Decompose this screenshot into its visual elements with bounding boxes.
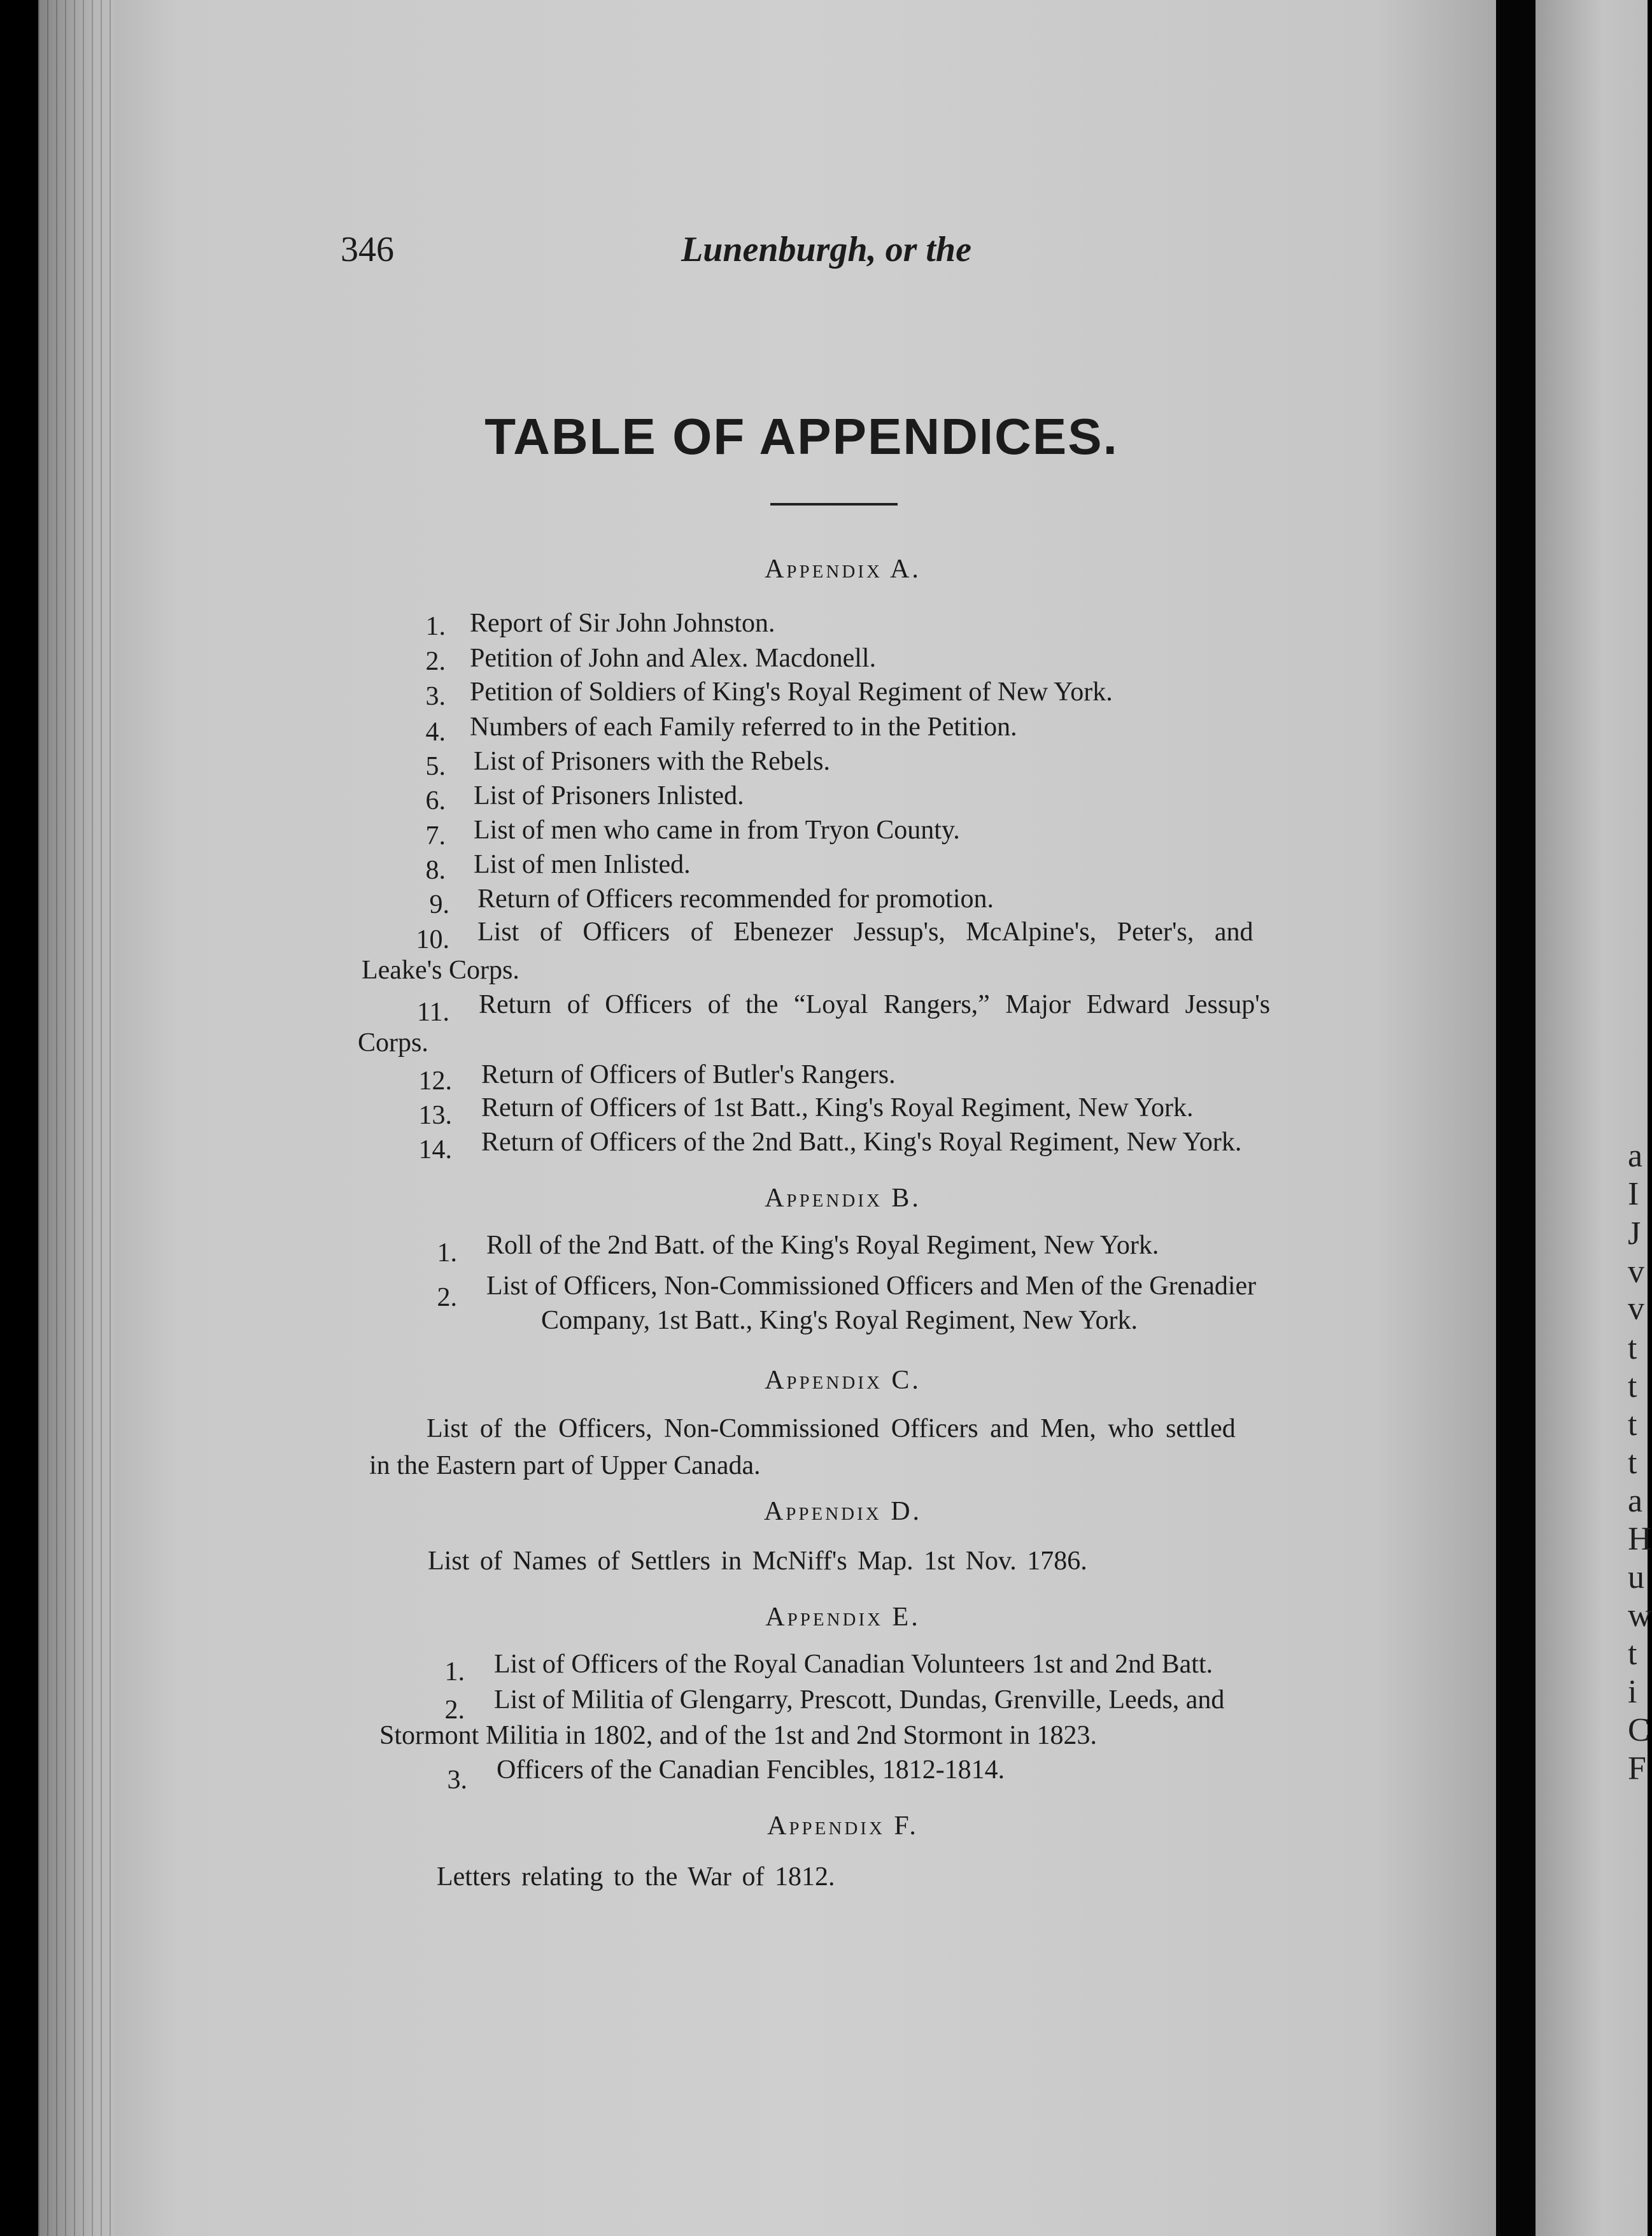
appendix-a-item: List of men Inlisted. xyxy=(474,850,691,879)
appendix-a-item: Petition of Soldiers of King's Royal Regiment of New York. xyxy=(470,677,1113,707)
appendix-b-item: Roll of the 2nd Batt. of the King's Royal Regiment, New York. xyxy=(486,1231,1159,1260)
appendix-e-item: List of Militia of Glengarry, Prescott, Dundas, Grenville, Leeds, and xyxy=(494,1685,1225,1715)
item-number: 11. xyxy=(417,998,449,1027)
item-number: 2. xyxy=(444,1695,465,1725)
item-number: 4. xyxy=(425,718,446,747)
item-number: 12. xyxy=(418,1066,452,1096)
appendix-a-item-continued: Corps. xyxy=(358,1028,428,1058)
page-title: TABLE OF APPENDICES. xyxy=(484,408,1119,465)
item-number: 5. xyxy=(425,752,446,781)
appendix-a-item: Return of Officers recommended for promotion. xyxy=(477,884,994,914)
appendix-a-item: Return of Officers of 1st Batt., King's Royal Regiment, New York. xyxy=(481,1093,1194,1122)
item-number: 3. xyxy=(447,1765,467,1795)
facing-letter: t xyxy=(1628,1636,1637,1672)
appendix-b-item: List of Officers, Non-Commissioned Officers and Men of the Grenadier xyxy=(486,1271,1257,1301)
appendix-a-heading: Appendix A. xyxy=(765,555,921,584)
book-gutter xyxy=(1496,0,1536,2236)
item-number: 2. xyxy=(437,1283,457,1312)
item-number: 6. xyxy=(425,786,446,816)
appendix-a-item: List of Officers of Ebenezer Jessup's, McAlpine's, Peter's, and xyxy=(477,917,1253,947)
facing-letter: J xyxy=(1628,1215,1641,1252)
item-number: 13. xyxy=(418,1101,452,1130)
appendix-a-item: List of men who came in from Tryon County. xyxy=(474,816,960,845)
appendix-a-item: Return of Officers of the “Loyal Rangers,” Major Edward Jessup's xyxy=(479,990,1271,1019)
facing-letter: H xyxy=(1628,1521,1652,1557)
appendix-c-heading: Appendix C. xyxy=(765,1366,921,1395)
appendix-b-heading: Appendix B. xyxy=(765,1184,921,1213)
item-number: 10. xyxy=(416,925,449,954)
item-number: 1. xyxy=(437,1238,457,1268)
appendix-d-text: List of Names of Settlers in McNiff's Map. 1st Nov. 1786. xyxy=(428,1546,1087,1576)
item-number: 1. xyxy=(425,612,446,641)
item-number: 3. xyxy=(425,682,446,711)
facing-letter: v xyxy=(1628,1254,1644,1290)
appendix-c-text-continued: in the Eastern part of Upper Canada. xyxy=(369,1451,761,1480)
facing-letter: a xyxy=(1628,1483,1643,1519)
title-rule xyxy=(770,503,898,506)
item-number: 9. xyxy=(429,890,449,919)
item-number: 1. xyxy=(444,1657,465,1687)
appendix-d-heading: Appendix D. xyxy=(763,1497,922,1526)
facing-letter: t xyxy=(1628,1368,1637,1405)
facing-letter: t xyxy=(1628,1445,1637,1481)
facing-page-fragment xyxy=(1536,0,1652,2236)
appendix-f-text: Letters relating to the War of 1812. xyxy=(437,1862,835,1892)
facing-letter: t xyxy=(1628,1330,1637,1366)
appendix-a-item: Report of Sir John Johnston. xyxy=(470,609,775,638)
facing-letter: i xyxy=(1628,1674,1637,1710)
appendix-c-text: List of the Officers, Non-Commissioned Officers and Men, who settled xyxy=(427,1414,1236,1443)
appendix-e-item: List of Officers of the Royal Canadian Volunteers 1st and 2nd Batt. xyxy=(494,1650,1213,1679)
appendix-e-item: Officers of the Canadian Fencibles, 1812-1814. xyxy=(497,1755,1005,1785)
facing-letter: w xyxy=(1628,1597,1652,1634)
appendix-a-item: Return of Officers of the 2nd Batt., King's Royal Regiment, New York. xyxy=(481,1128,1242,1157)
facing-letter: v xyxy=(1628,1291,1644,1327)
item-number: 2. xyxy=(425,647,446,676)
appendix-a-item: Numbers of each Family referred to in the Petition. xyxy=(470,712,1017,742)
appendix-b-item-continued: Company, 1st Batt., King's Royal Regiment, New York. xyxy=(541,1306,1138,1335)
item-number: 7. xyxy=(425,821,446,851)
appendix-f-heading: Appendix F. xyxy=(767,1811,919,1841)
facing-letter: a xyxy=(1628,1138,1643,1174)
running-title: Lunenburgh, or the xyxy=(681,230,971,269)
appendix-a-item: Petition of John and Alex. Macdonell. xyxy=(470,644,877,673)
facing-letter: t xyxy=(1628,1406,1637,1443)
appendix-a-item-continued: Leake's Corps. xyxy=(362,956,519,985)
facing-letter: C xyxy=(1628,1712,1650,1748)
facing-letter: u xyxy=(1628,1559,1644,1596)
appendix-a-item: List of Prisoners with the Rebels. xyxy=(474,747,830,776)
appendix-a-item: Return of Officers of Butler's Rangers. xyxy=(481,1060,896,1089)
appendix-a-item: List of Prisoners Inlisted. xyxy=(474,781,744,810)
item-number: 8. xyxy=(425,856,446,885)
appendix-e-heading: Appendix E. xyxy=(765,1603,921,1632)
page-number: 346 xyxy=(341,230,394,269)
appendix-e-item-continued: Stormont Militia in 1802, and of the 1st and 2nd Stormont in 1823. xyxy=(379,1721,1097,1750)
facing-letter: F xyxy=(1628,1750,1646,1787)
item-number: 14. xyxy=(418,1135,452,1164)
page-edge-shadow xyxy=(38,0,115,2236)
facing-letter: I xyxy=(1628,1176,1639,1212)
